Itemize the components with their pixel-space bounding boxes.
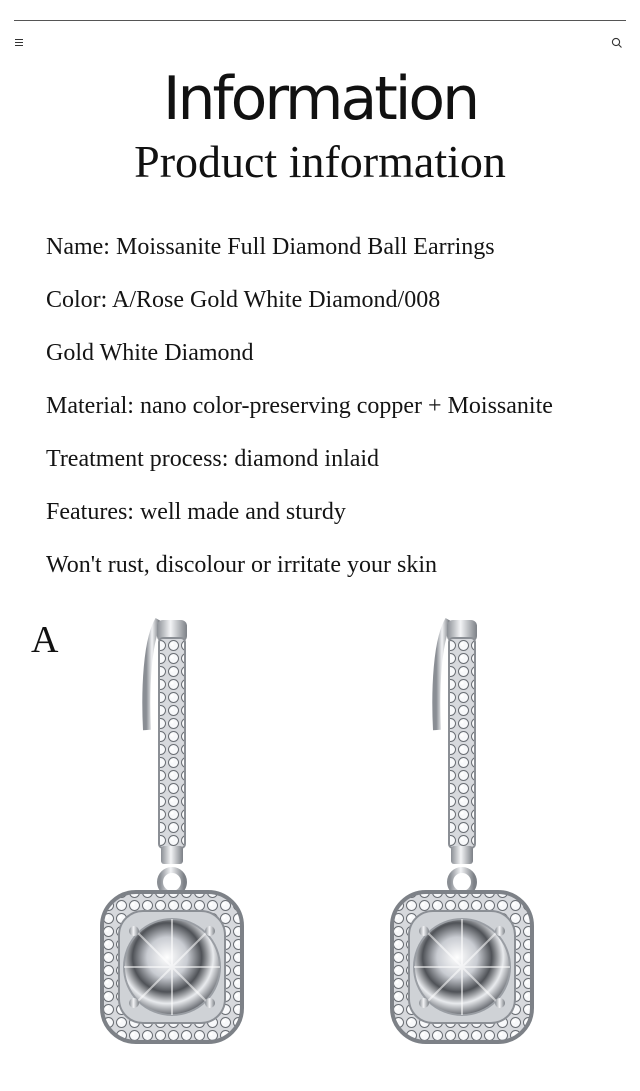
info-care: Won't rust, discolour or irritate your skin (46, 552, 437, 578)
info-features: Features: well made and sturdy (46, 499, 346, 525)
page-subtitle: Product information (134, 136, 506, 187)
search-icon[interactable] (611, 37, 623, 49)
product-info-list (46, 228, 636, 599)
earrings-product-photo (0, 600, 640, 1091)
header-divider (14, 20, 626, 21)
info-color-continued: Gold White Diamond (46, 340, 254, 366)
page-headline: Information (162, 64, 478, 134)
info-name: Name: Moissanite Full Diamond Ball Earrings (46, 234, 495, 260)
right-earring-illustration (392, 620, 532, 1042)
info-material: Material: nano color-preserving copper + Moissanite (46, 393, 553, 419)
hamburger-menu-icon[interactable] (15, 38, 25, 47)
info-treatment: Treatment process: diamond inlaid (46, 446, 380, 472)
variant-label: A (31, 619, 59, 661)
top-navigation-bar (0, 0, 640, 60)
info-color: Color: A/Rose Gold White Diamond/008 (46, 287, 441, 313)
left-earring-illustration (102, 620, 242, 1042)
